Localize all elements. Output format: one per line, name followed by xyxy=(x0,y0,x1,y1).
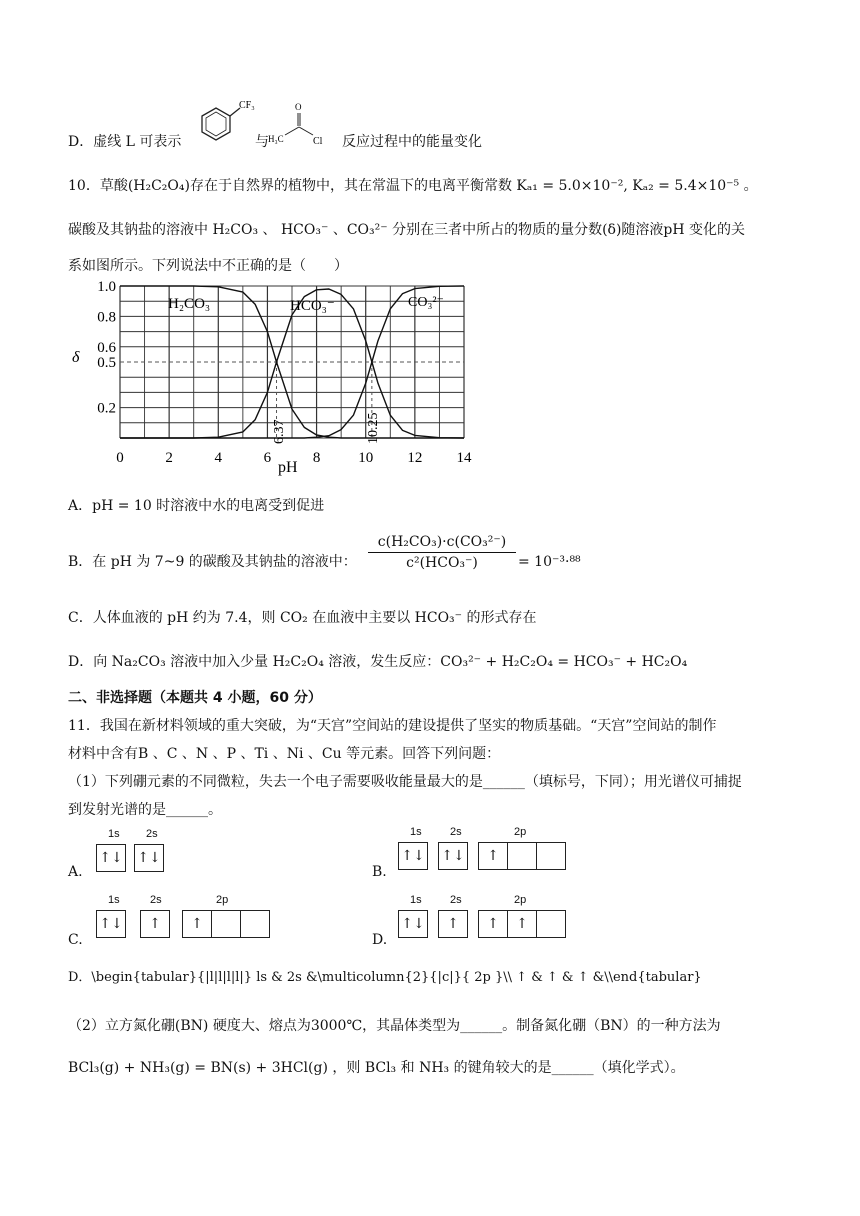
section-heading: 二、非选择题（本题共 4 小题，60 分） xyxy=(68,690,322,706)
q11-part2-line1: （2）立方氮化硼(BN) 硬度大、熔点为3000℃，其晶体类型为______。制备氮化硼（BN）的一种方法为 xyxy=(68,1018,721,1034)
y-tick-label: 0.8 xyxy=(97,309,116,326)
fraction-denominator: c²(HCO₃⁻) xyxy=(406,555,478,571)
carbonate-distribution-chart xyxy=(68,278,488,478)
electron-cell xyxy=(508,843,537,869)
electron-cell xyxy=(537,911,565,937)
q11-part1-line2: 到发射光谱的是______。 xyxy=(68,802,222,818)
electron-cell: ↑↓ xyxy=(401,916,425,932)
electron-cell: ↑↓ xyxy=(137,850,161,866)
label-1s: 1s xyxy=(108,894,120,906)
orbital-1s xyxy=(398,842,428,870)
electron-cell xyxy=(212,911,241,937)
electron-cell: ↑↓ xyxy=(99,916,123,932)
x-axis-label: pH xyxy=(278,459,298,476)
annotation-6-37: 6.37 xyxy=(272,419,287,444)
series-label-hco3: HCO₃⁻ xyxy=(290,298,335,314)
x-tick-label: 10 xyxy=(358,450,374,466)
electron-cell xyxy=(241,911,269,937)
x-tick-label: 4 xyxy=(214,450,223,466)
label-1s: 1s xyxy=(410,894,422,906)
electron-cell: ↑ xyxy=(183,911,212,937)
series-label-h2co3: H₂CO₃ xyxy=(168,296,211,312)
option-d-label: D. xyxy=(372,932,388,948)
methyl-label: H₃C xyxy=(268,134,284,144)
q11-stem-line1: 11．我国在新材料领域的重大突破，为“天宫”空间站的建设提供了坚实的物质基础。“天宫”空间站的制作 xyxy=(68,718,717,734)
fraction-numerator: c(H₂CO₃)·c(CO₃²⁻) xyxy=(368,534,516,553)
label-1s: 1s xyxy=(410,826,422,838)
q10-stem-line1: 10．草酸(H₂C₂O₄)存在于自然界的植物中，其在常温下的电离平衡常数 Kₐ₁ = 5.0×10⁻², Kₐ₂ = 5.4×10⁻⁵ 。 xyxy=(68,178,758,194)
q10-option-b-prefix: B．在 pH 为 7~9 的碳酸及其钠盐的溶液中： xyxy=(68,554,357,570)
orbital-1s xyxy=(96,844,126,872)
y-axis-label: δ xyxy=(72,349,80,366)
orbital-2s xyxy=(134,844,164,872)
q10-option-c: C．人体血液的 pH 约为 7.4，则 CO₂ 在血液中主要以 HCO₃⁻ 的形式存在 xyxy=(68,610,537,626)
y-tick-label: 0.6 xyxy=(97,339,116,356)
q10-option-d: D．向 Na₂CO₃ 溶液中加入少量 H₂C₂O₄ 溶液，发生反应：CO₃²⁻ + H₂C₂O₄ = HCO₃⁻ + HC₂O₄ xyxy=(68,654,688,670)
orbital-2s xyxy=(140,910,170,938)
electron-cell: ↑ xyxy=(447,916,459,932)
electron-cell: ↑↓ xyxy=(441,848,465,864)
label-2s: 2s xyxy=(450,894,462,906)
x-tick-label: 6 xyxy=(263,450,272,466)
label-1s: 1s xyxy=(108,828,120,840)
q9-option-d-mid: 与 xyxy=(255,134,269,150)
orbital-2p xyxy=(478,910,566,938)
electron-cell: ↑↓ xyxy=(401,848,425,864)
q9-option-d-prefix: D．虚线 L 可表示 xyxy=(68,134,182,150)
q11-part1-line1: （1）下列硼元素的不同微粒，失去一个电子需要吸收能量最大的是______（填标号，下同）；用光谱仪可捕捉 xyxy=(68,774,742,790)
option-b-label: B. xyxy=(372,864,387,880)
label-2p: 2p xyxy=(514,826,527,838)
y-tick-label: 0.5 xyxy=(97,355,116,371)
x-tick-label: 12 xyxy=(407,450,423,466)
orbital-2s xyxy=(438,910,468,938)
label-2p: 2p xyxy=(514,894,527,906)
oxygen-label: O xyxy=(295,102,302,112)
orbital-1s xyxy=(398,910,428,938)
q9-option-d-suffix: 反应过程中的能量变化 xyxy=(342,134,482,150)
electron-cell: ↑ xyxy=(508,911,537,937)
electron-cell: ↑ xyxy=(479,911,508,937)
electron-cell: ↑↓ xyxy=(99,850,123,866)
q10-option-b-fraction xyxy=(368,534,516,571)
y-tick-label: 1.0 xyxy=(97,279,116,295)
orbital-2p xyxy=(478,842,566,870)
q10-stem-line2: 碳酸及其钠盐的溶液中 H₂CO₃ 、 HCO₃⁻ 、CO₃²⁻ 分别在三者中所占的物质的量分数(δ)随溶液pH 变化的关 xyxy=(68,222,746,238)
benzotrifluoride-structure xyxy=(182,98,262,150)
q10-option-a: A．pH = 10 时溶液中水的电离受到促进 xyxy=(68,498,325,514)
x-tick-label: 8 xyxy=(312,450,321,466)
stray-latex-line: D．\begin{tabular}{|l|l|l|l|} ls & 2s &\multicolumn{2}{|c|}{ 2p }\\ ↑ & ↑ & ↑ &\\end{tabular} xyxy=(68,970,702,985)
acetyl-chloride-structure xyxy=(268,100,340,146)
q10-stem-line3: 系如图所示。下列说法中不正确的是（ ） xyxy=(68,258,348,274)
chlorine-label: Cl xyxy=(313,136,323,146)
option-c-label: C. xyxy=(68,932,83,948)
x-tick-label: 2 xyxy=(165,450,173,466)
label-2s: 2s xyxy=(150,894,162,906)
q9-option-d xyxy=(68,132,181,152)
orbital-2s xyxy=(438,842,468,870)
label-2p: 2p xyxy=(216,894,229,906)
series-label-co3: CO₃²⁻ xyxy=(408,295,444,310)
x-tick-label: 14 xyxy=(456,450,472,466)
option-a-label: A. xyxy=(68,864,83,880)
label-2s: 2s xyxy=(146,828,158,840)
q10-option-b-rhs: = 10⁻³·⁸⁸ xyxy=(518,554,581,570)
label-2s: 2s xyxy=(450,826,462,838)
x-tick-label: 0 xyxy=(116,450,124,466)
electron-cell: ↑ xyxy=(479,843,508,869)
electron-cell: ↑ xyxy=(149,916,161,932)
y-tick-label: 0.2 xyxy=(97,400,116,417)
electron-cell xyxy=(537,843,565,869)
cf3-label: CF₃ xyxy=(239,100,255,111)
q11-part2-line2: BCl₃(g) + NH₃(g) = BN(s) + 3HCl(g) ，则 BCl₃ 和 NH₃ 的键角较大的是______（填化学式）。 xyxy=(68,1060,685,1076)
annotation-10-25: 10.25 xyxy=(366,412,381,444)
orbital-1s xyxy=(96,910,126,938)
q11-stem-line2: 材料中含有B 、C 、N 、P 、Ti 、Ni 、Cu 等元素。回答下列问题： xyxy=(68,746,501,762)
orbital-2p xyxy=(182,910,270,938)
